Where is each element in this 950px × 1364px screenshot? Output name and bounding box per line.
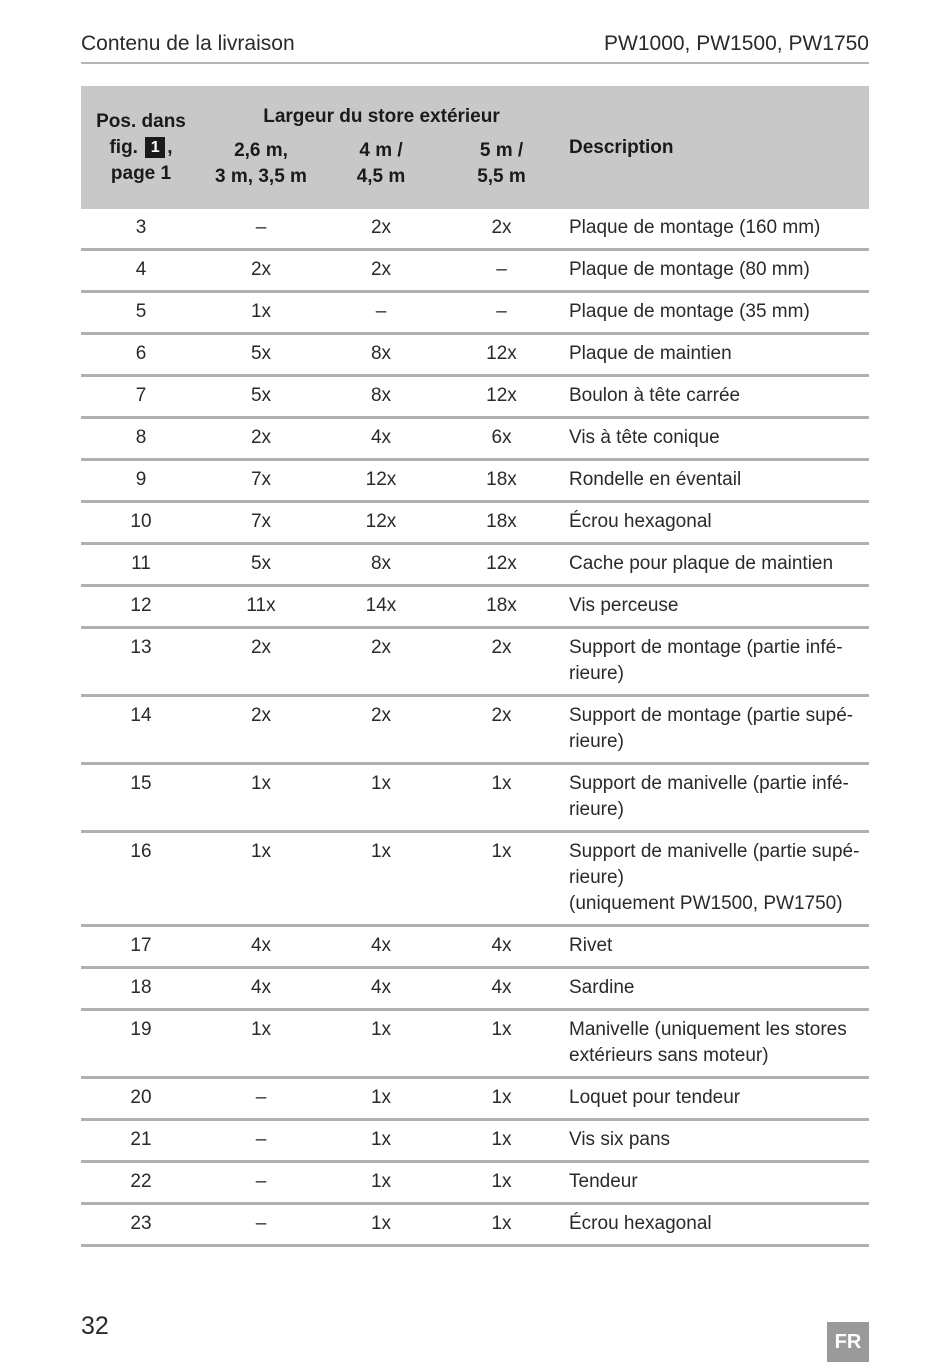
cell-description: [562, 1078, 869, 1120]
description-line: Sardine: [569, 977, 635, 998]
description-line: Rivet: [569, 935, 613, 956]
table-row: [81, 628, 869, 696]
header-width-small: 2,6 m, 3 m, 3,5 m: [201, 130, 321, 209]
cell-pos: 8: [81, 418, 201, 460]
cell-w2: 1x: [321, 1078, 441, 1120]
cell-w1: 7x: [201, 460, 321, 502]
table-row: [81, 544, 869, 586]
cell-pos: 20: [81, 1078, 201, 1120]
cell-w2: 1x: [321, 832, 441, 926]
cell-pos: 4: [81, 250, 201, 292]
description-line: Cache pour plaque de maintien: [569, 553, 834, 574]
description-line: Plaque de montage (80 mm): [569, 259, 810, 280]
cell-pos: 11: [81, 544, 201, 586]
cell-pos: 13: [81, 628, 201, 696]
header-awning-width: Largeur du store extérieur: [201, 86, 562, 130]
cell-w1: 7x: [201, 502, 321, 544]
table-row: [81, 1204, 869, 1246]
cell-w1: –: [201, 209, 321, 250]
description-line: Écrou hexagonal: [569, 511, 712, 532]
cell-w1: 11x: [201, 586, 321, 628]
cell-pos: 10: [81, 502, 201, 544]
description-line: Boulon à tête carrée: [569, 385, 741, 406]
cell-pos: 19: [81, 1010, 201, 1078]
cell-description: [562, 628, 869, 696]
cell-w3: 12x: [441, 544, 562, 586]
cell-w2: 8x: [321, 334, 441, 376]
cell-w3: 6x: [441, 418, 562, 460]
cell-w3: 1x: [441, 1078, 562, 1120]
cell-w1: –: [201, 1120, 321, 1162]
cell-pos: 18: [81, 968, 201, 1010]
table-row: [81, 1010, 869, 1078]
section-title: Contenu de la livraison: [81, 32, 295, 55]
table-header: [81, 86, 869, 209]
cell-w1: 2x: [201, 418, 321, 460]
description-line: rieure): [569, 799, 624, 820]
description-line: Vis à tête conique: [569, 427, 720, 448]
cell-pos: 22: [81, 1162, 201, 1204]
table-row: [81, 832, 869, 926]
cell-description: [562, 334, 869, 376]
table-row: [81, 334, 869, 376]
cell-description: [562, 926, 869, 968]
cell-w3: 4x: [441, 968, 562, 1010]
page-header: [81, 28, 869, 64]
cell-w3: 1x: [441, 1162, 562, 1204]
table-row: [81, 1162, 869, 1204]
model-numbers: PW1000, PW1500, PW1750: [604, 32, 869, 55]
cell-w3: 1x: [441, 1120, 562, 1162]
cell-w3: 18x: [441, 502, 562, 544]
cell-w1: –: [201, 1078, 321, 1120]
cell-w1: 5x: [201, 376, 321, 418]
description-line: Support de montage (partie infé-: [569, 637, 843, 658]
cell-w2: 1x: [321, 764, 441, 832]
table-row: [81, 209, 869, 250]
cell-w2: 8x: [321, 544, 441, 586]
cell-description: [562, 460, 869, 502]
cell-w1: 4x: [201, 968, 321, 1010]
cell-w2: 1x: [321, 1120, 441, 1162]
cell-description: [562, 764, 869, 832]
cell-w1: 5x: [201, 334, 321, 376]
cell-w1: 1x: [201, 292, 321, 334]
description-line: Rondelle en éventail: [569, 469, 742, 490]
table-row: [81, 376, 869, 418]
table-row: [81, 502, 869, 544]
description-line: Plaque de montage (160 mm): [569, 217, 821, 238]
description-line: rieure): [569, 867, 624, 888]
cell-w3: 2x: [441, 628, 562, 696]
description-line: (uniquement PW1500, PW1750): [569, 893, 843, 914]
cell-w3: 1x: [441, 832, 562, 926]
cell-w3: 2x: [441, 696, 562, 764]
description-line: Support de manivelle (partie infé-: [569, 773, 849, 794]
cell-w1: –: [201, 1204, 321, 1246]
description-line: Support de montage (partie supé-: [569, 705, 854, 726]
cell-description: [562, 502, 869, 544]
cell-w1: 4x: [201, 926, 321, 968]
table-row: [81, 696, 869, 764]
cell-w2: 8x: [321, 376, 441, 418]
language-badge: FR: [827, 1322, 869, 1362]
description-line: rieure): [569, 663, 624, 684]
cell-w1: 2x: [201, 628, 321, 696]
table-row: [81, 968, 869, 1010]
cell-pos: 21: [81, 1120, 201, 1162]
cell-description: [562, 376, 869, 418]
cell-w3: 2x: [441, 209, 562, 250]
cell-w1: –: [201, 1162, 321, 1204]
cell-w2: 14x: [321, 586, 441, 628]
cell-pos: 12: [81, 586, 201, 628]
cell-w2: 4x: [321, 968, 441, 1010]
cell-w1: 1x: [201, 764, 321, 832]
cell-w1: 1x: [201, 832, 321, 926]
delivery-contents-table: [81, 86, 869, 1247]
table-row: [81, 926, 869, 968]
description-line: Plaque de montage (35 mm): [569, 301, 810, 322]
cell-w2: 2x: [321, 696, 441, 764]
table-row: [81, 586, 869, 628]
description-line: rieure): [569, 731, 624, 752]
cell-description: [562, 1204, 869, 1246]
cell-w2: –: [321, 292, 441, 334]
cell-w3: 18x: [441, 460, 562, 502]
table-row: [81, 1120, 869, 1162]
cell-pos: 7: [81, 376, 201, 418]
cell-pos: 6: [81, 334, 201, 376]
cell-w2: 4x: [321, 926, 441, 968]
header-width-medium: 4 m / 4,5 m: [321, 130, 441, 209]
cell-w2: 2x: [321, 209, 441, 250]
cell-w2: 1x: [321, 1204, 441, 1246]
cell-w3: 4x: [441, 926, 562, 968]
description-line: Écrou hexagonal: [569, 1213, 712, 1234]
description-line: Loquet pour tendeur: [569, 1087, 741, 1108]
cell-pos: 23: [81, 1204, 201, 1246]
cell-w3: 18x: [441, 586, 562, 628]
cell-pos: 15: [81, 764, 201, 832]
cell-w1: 2x: [201, 696, 321, 764]
cell-description: [562, 1120, 869, 1162]
description-line: Vis six pans: [569, 1129, 671, 1150]
cell-description: [562, 544, 869, 586]
cell-w3: 12x: [441, 334, 562, 376]
page-number: 32: [81, 1312, 109, 1340]
description-line: Manivelle (uniquement les stores: [569, 1019, 847, 1040]
cell-description: [562, 586, 869, 628]
cell-pos: 16: [81, 832, 201, 926]
header-description: Description: [562, 86, 869, 209]
cell-w3: 12x: [441, 376, 562, 418]
cell-w1: 1x: [201, 1010, 321, 1078]
header-position: Pos. dans fig. 1 , page 1: [81, 86, 201, 209]
cell-w2: 12x: [321, 460, 441, 502]
cell-w1: 5x: [201, 544, 321, 586]
table-row: [81, 764, 869, 832]
cell-description: [562, 418, 869, 460]
table-row: [81, 418, 869, 460]
cell-w3: 1x: [441, 1010, 562, 1078]
cell-description: [562, 250, 869, 292]
figure-reference-badge: 1: [145, 137, 165, 158]
table-row: [81, 292, 869, 334]
cell-description: [562, 1010, 869, 1078]
cell-pos: 17: [81, 926, 201, 968]
cell-pos: 3: [81, 209, 201, 250]
cell-pos: 9: [81, 460, 201, 502]
header-width-large: 5 m / 5,5 m: [441, 130, 562, 209]
cell-w2: 4x: [321, 418, 441, 460]
description-line: Vis perceuse: [569, 595, 679, 616]
cell-w3: 1x: [441, 764, 562, 832]
cell-w2: 12x: [321, 502, 441, 544]
cell-description: [562, 968, 869, 1010]
cell-w3: 1x: [441, 1204, 562, 1246]
description-line: Tendeur: [569, 1171, 638, 1192]
table-row: [81, 460, 869, 502]
cell-w1: 2x: [201, 250, 321, 292]
description-line: Support de manivelle (partie supé-: [569, 841, 860, 862]
cell-description: [562, 696, 869, 764]
table-row: [81, 250, 869, 292]
cell-pos: 14: [81, 696, 201, 764]
cell-w3: –: [441, 250, 562, 292]
cell-description: [562, 1162, 869, 1204]
cell-description: [562, 832, 869, 926]
description-line: extérieurs sans moteur): [569, 1045, 769, 1066]
cell-description: [562, 292, 869, 334]
cell-w2: 1x: [321, 1010, 441, 1078]
table-row: [81, 1078, 869, 1120]
description-line: Plaque de maintien: [569, 343, 732, 364]
cell-w2: 2x: [321, 628, 441, 696]
cell-w2: 1x: [321, 1162, 441, 1204]
cell-w3: –: [441, 292, 562, 334]
cell-description: [562, 209, 869, 250]
cell-pos: 5: [81, 292, 201, 334]
cell-w2: 2x: [321, 250, 441, 292]
table-body: [81, 209, 869, 1246]
